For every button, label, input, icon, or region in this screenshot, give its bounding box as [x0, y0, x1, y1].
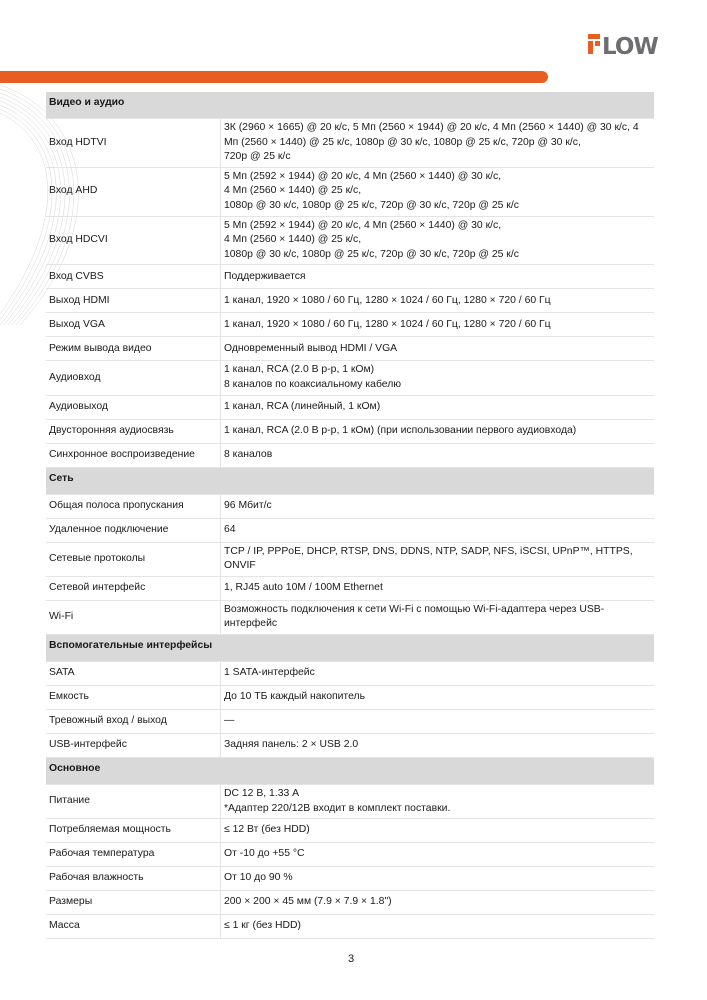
spec-value-line: TCP / IP, PPPoE, DHCP, RTSP, DNS, DDNS, NTP, SADP, NFS, iSCSI, UPnP™, HTTPS,	[224, 545, 633, 557]
spec-label: Питание	[46, 784, 221, 818]
spec-value-line: Поддерживается	[224, 270, 306, 282]
spec-label: Емкость	[46, 685, 221, 709]
spec-row	[46, 443, 654, 467]
spec-value	[221, 843, 655, 867]
spec-label: Общая полоса пропускания	[46, 494, 221, 518]
svg-text:LOW: LOW	[602, 34, 658, 56]
spec-value-line: 4 Мп (2560 × 1440) @ 25 к/с,	[224, 185, 362, 197]
spec-value	[221, 518, 655, 542]
spec-value-line: 1 SATA-интерфейс	[224, 667, 315, 679]
spec-label: Размеры	[46, 891, 221, 915]
spec-value	[221, 733, 655, 757]
spec-value	[221, 419, 655, 443]
spec-value	[221, 915, 655, 939]
spec-value-line: 5 Мп (2592 × 1944) @ 20 к/с, 4 Мп (2560 × 1440) @ 30 к/с,	[224, 219, 502, 231]
spec-label: SATA	[46, 661, 221, 685]
spec-row	[46, 867, 654, 891]
spec-label: Двусторонняя аудиосвязь	[46, 419, 221, 443]
spec-value-line: 1080р @ 30 к/с, 1080р @ 25 к/с, 720р @ 30 к/с, 720р @ 25 к/с	[224, 199, 519, 211]
spec-value	[221, 216, 655, 265]
spec-value-line: интерфейс	[224, 618, 278, 630]
spec-value-line: 64	[224, 523, 236, 535]
spec-value-line: 720р @ 25 к/с	[224, 151, 291, 163]
spec-label: Сетевые протоколы	[46, 542, 221, 576]
spec-value-line: 4 Мп (2560 × 1440) @ 25 к/с,	[224, 234, 362, 246]
spec-label: Wi-Fi	[46, 600, 221, 634]
spec-value-line: 5 Мп (2592 × 1944) @ 20 к/с, 4 Мп (2560 × 1440) @ 30 к/с,	[224, 170, 502, 182]
spec-value-line: Возможность подключения к сети Wi-Fi с помощью Wi-Fi-адаптера через USB-	[224, 603, 605, 615]
spec-value	[221, 119, 655, 168]
spec-label: Сетевой интерфейс	[46, 576, 221, 600]
spec-row	[46, 494, 654, 518]
spec-row	[46, 784, 654, 818]
spec-row	[46, 843, 654, 867]
spec-value-line: 1, RJ45 auto 10M / 100M Ethernet	[224, 581, 383, 593]
spec-label: USB-интерфейс	[46, 733, 221, 757]
spec-label: Вход CVBS	[46, 265, 221, 289]
spec-value	[221, 494, 655, 518]
spec-row	[46, 709, 654, 733]
spec-value	[221, 891, 655, 915]
spec-label: Рабочая влажность	[46, 867, 221, 891]
spec-value-line: 1080р @ 30 к/с, 1080р @ 25 к/с, 720р @ 30 к/с, 720р @ 25 к/с	[224, 248, 519, 260]
spec-value-line: Мп (2560 × 1440) @ 25 к/с, 1080р @ 30 к/с, 1080р @ 25 к/с, 720р @ 30 к/с,	[224, 136, 581, 148]
section-header	[46, 634, 654, 661]
spec-value-line: 1 канал, RCA (2.0 В p-p, 1 кОм)	[224, 364, 375, 376]
spec-label: Вход HDTVI	[46, 119, 221, 168]
spec-label: Потребляемая мощность	[46, 819, 221, 843]
spec-value-line: 1 канал, 1920 × 1080 / 60 Гц, 1280 × 1024 / 60 Гц, 1280 × 720 / 60 Гц	[224, 318, 551, 330]
page-number: 3	[348, 953, 355, 965]
spec-value-line: ≤ 12 Вт (без HDD)	[224, 824, 310, 836]
spec-value-line: 8 каналов по коаксиальному кабелю	[224, 378, 402, 390]
spec-value	[221, 819, 655, 843]
spec-row	[46, 337, 654, 361]
spec-row	[46, 216, 654, 265]
spec-row	[46, 313, 654, 337]
spec-value	[221, 867, 655, 891]
spec-value	[221, 289, 655, 313]
section-header	[46, 92, 654, 119]
spec-value-line: 96 Мбит/с	[224, 499, 272, 511]
spec-row	[46, 661, 654, 685]
flow-logo-mark	[588, 32, 674, 56]
spec-row	[46, 542, 654, 576]
spec-label: Аудиовход	[46, 361, 221, 395]
section-title: Сеть	[46, 467, 654, 494]
spec-row	[46, 819, 654, 843]
header-accent-bar	[0, 71, 548, 83]
spec-value	[221, 313, 655, 337]
spec-value-line: 200 × 200 × 45 мм (7.9 × 7.9 × 1.8")	[224, 896, 392, 908]
spec-value-line: ONVIF	[224, 560, 256, 572]
spec-label: Выход HDMI	[46, 289, 221, 313]
spec-row	[46, 518, 654, 542]
section-header	[46, 467, 654, 494]
spec-row	[46, 685, 654, 709]
flow-logo	[588, 32, 674, 56]
spec-value	[221, 542, 655, 576]
spec-row	[46, 167, 654, 216]
spec-label: Выход VGA	[46, 313, 221, 337]
spec-label: Вход HDCVI	[46, 216, 221, 265]
spec-row	[46, 419, 654, 443]
spec-row	[46, 600, 654, 634]
spec-value	[221, 395, 655, 419]
spec-value-line: До 10 ТБ каждый накопитель	[224, 691, 365, 703]
spec-row	[46, 119, 654, 168]
section-title: Видео и аудио	[46, 92, 654, 119]
spec-row	[46, 915, 654, 939]
spec-value	[221, 784, 655, 818]
spec-value-line: 8 каналов	[224, 448, 273, 460]
spec-value	[221, 600, 655, 634]
spec-label: Тревожный вход / выход	[46, 709, 221, 733]
spec-value	[221, 576, 655, 600]
spec-value-line: DC 12 В, 1.33 А	[224, 787, 300, 799]
spec-row	[46, 395, 654, 419]
spec-value-line: 1 канал, 1920 × 1080 / 60 Гц, 1280 × 1024 / 60 Гц, 1280 × 720 / 60 Гц	[224, 294, 551, 306]
spec-value	[221, 709, 655, 733]
spec-row	[46, 265, 654, 289]
spec-value	[221, 337, 655, 361]
spec-value	[221, 661, 655, 685]
spec-label: Аудиовыход	[46, 395, 221, 419]
spec-label: Режим вывода видео	[46, 337, 221, 361]
spec-label: Вход AHD	[46, 167, 221, 216]
spec-value	[221, 443, 655, 467]
spec-value	[221, 361, 655, 395]
spec-row	[46, 361, 654, 395]
spec-label: Синхронное воспроизведение	[46, 443, 221, 467]
spec-value-line: *Адаптер 220/12В входит в комплект поставки.	[224, 802, 451, 814]
spec-value-line: ≤ 1 кг (без HDD)	[224, 920, 301, 932]
spec-value-line: 1 канал, RCA (линейный, 1 кОм)	[224, 400, 381, 412]
spec-value-line: От -10 до +55 °C	[224, 848, 305, 860]
spec-row	[46, 576, 654, 600]
spec-value-line: От 10 до 90 %	[224, 872, 293, 884]
spec-value	[221, 265, 655, 289]
spec-label: Рабочая температура	[46, 843, 221, 867]
spec-value	[221, 685, 655, 709]
spec-row	[46, 733, 654, 757]
spec-label: Масса	[46, 915, 221, 939]
section-title: Вспомогательные интерфейсы	[46, 634, 654, 661]
spec-table	[46, 92, 654, 939]
section-header	[46, 757, 654, 784]
spec-value	[221, 167, 655, 216]
spec-value-line: Задняя панель: 2 × USB 2.0	[224, 739, 359, 751]
spec-row	[46, 289, 654, 313]
section-title: Основное	[46, 757, 654, 784]
spec-value-line: —	[224, 715, 235, 727]
spec-row	[46, 891, 654, 915]
spec-value-line: 3К (2960 × 1665) @ 20 к/с, 5 Мп (2560 × 1944) @ 20 к/с, 4 Мп (2560 × 1440) @ 30 к/с, 4	[224, 122, 639, 133]
spec-value-line: Одновременный вывод HDMI / VGA	[224, 342, 398, 354]
spec-label: Удаленное подключение	[46, 518, 221, 542]
spec-value-line: 1 канал, RCA (2.0 В p-p, 1 кОм) (при использовании первого аудиовхода)	[224, 424, 577, 436]
